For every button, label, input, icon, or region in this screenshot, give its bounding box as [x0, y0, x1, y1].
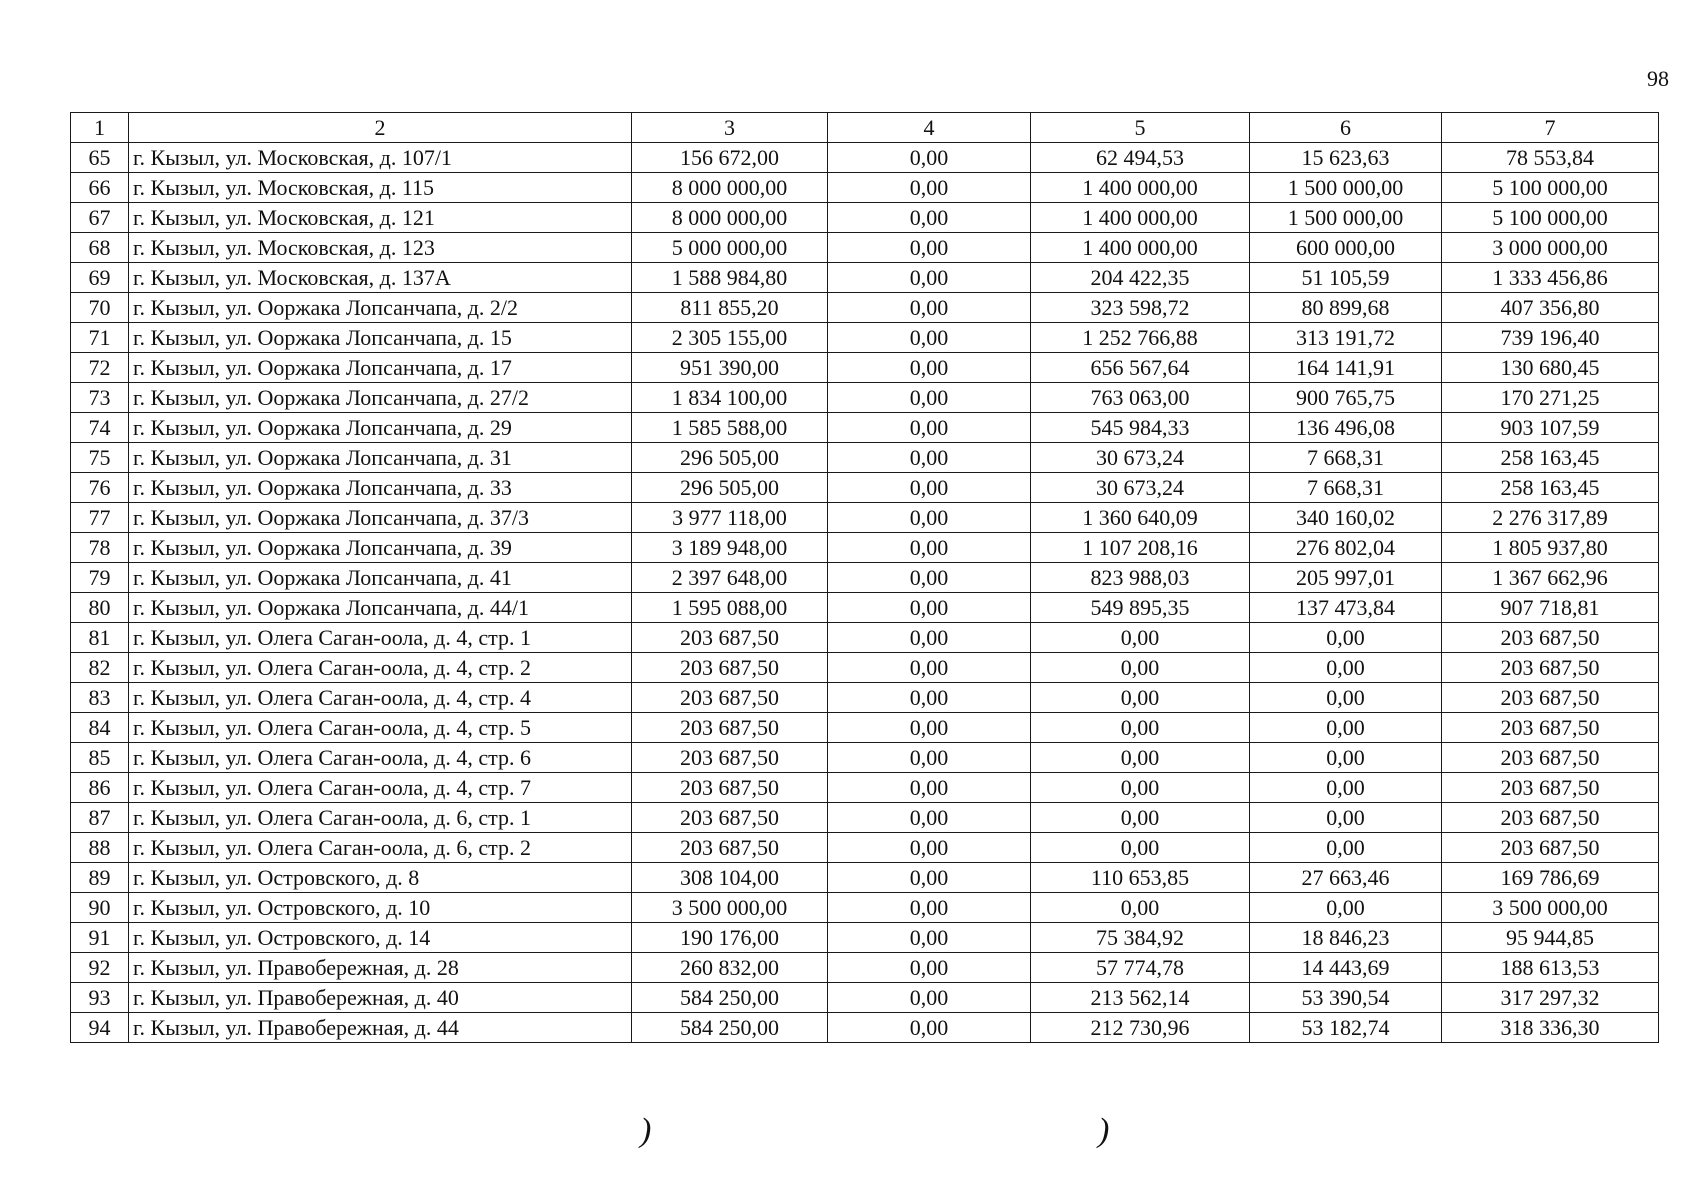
col6-cell: 0,00 — [1250, 623, 1442, 653]
col4-cell: 0,00 — [828, 563, 1031, 593]
address-cell: г. Кызыл, ул. Ооржака Лопсанчапа, д. 39 — [129, 533, 632, 563]
address-cell: г. Кызыл, ул. Правобережная, д. 40 — [129, 983, 632, 1013]
col5-cell: 656 567,64 — [1031, 353, 1250, 383]
col5-cell: 763 063,00 — [1031, 383, 1250, 413]
col3-cell: 1 834 100,00 — [632, 383, 828, 413]
col7-cell: 203 687,50 — [1442, 623, 1659, 653]
address-cell: г. Кызыл, ул. Островского, д. 8 — [129, 863, 632, 893]
col5-cell: 323 598,72 — [1031, 293, 1250, 323]
row-number-cell: 82 — [71, 653, 129, 683]
col5-cell: 212 730,96 — [1031, 1013, 1250, 1043]
col3-cell: 203 687,50 — [632, 713, 828, 743]
col5-cell: 75 384,92 — [1031, 923, 1250, 953]
address-cell: г. Кызыл, ул. Московская, д. 115 — [129, 173, 632, 203]
row-number-cell: 78 — [71, 533, 129, 563]
table-row — [71, 413, 1659, 443]
table-row — [71, 863, 1659, 893]
col5-cell: 1 252 766,88 — [1031, 323, 1250, 353]
address-cell: г. Кызыл, ул. Островского, д. 10 — [129, 893, 632, 923]
col7-cell: 1 333 456,86 — [1442, 263, 1659, 293]
row-number-cell: 79 — [71, 563, 129, 593]
col6-cell: 0,00 — [1250, 653, 1442, 683]
col5-cell: 549 895,35 — [1031, 593, 1250, 623]
col4-cell: 0,00 — [828, 653, 1031, 683]
col4-cell: 0,00 — [828, 203, 1031, 233]
col6-cell: 600 000,00 — [1250, 233, 1442, 263]
column-header: 6 — [1250, 113, 1442, 143]
address-cell: г. Кызыл, ул. Ооржака Лопсанчапа, д. 27/2 — [129, 383, 632, 413]
table-row — [71, 893, 1659, 923]
col3-cell: 5 000 000,00 — [632, 233, 828, 263]
col5-cell: 204 422,35 — [1031, 263, 1250, 293]
address-cell: г. Кызыл, ул. Олега Саган-оола, д. 4, стр. 5 — [129, 713, 632, 743]
table-row — [71, 293, 1659, 323]
col5-cell: 1 360 640,09 — [1031, 503, 1250, 533]
col7-cell: 317 297,32 — [1442, 983, 1659, 1013]
table-row — [71, 173, 1659, 203]
row-number-cell: 75 — [71, 443, 129, 473]
col7-cell: 3 000 000,00 — [1442, 233, 1659, 263]
col4-cell: 0,00 — [828, 143, 1031, 173]
col3-cell: 308 104,00 — [632, 863, 828, 893]
col6-cell: 7 668,31 — [1250, 473, 1442, 503]
col5-cell: 30 673,24 — [1031, 443, 1250, 473]
col3-cell: 203 687,50 — [632, 833, 828, 863]
address-cell: г. Кызыл, ул. Ооржака Лопсанчапа, д. 2/2 — [129, 293, 632, 323]
col6-cell: 27 663,46 — [1250, 863, 1442, 893]
address-cell: г. Кызыл, ул. Олега Саган-оола, д. 4, стр. 2 — [129, 653, 632, 683]
address-cell: г. Кызыл, ул. Ооржака Лопсанчапа, д. 17 — [129, 353, 632, 383]
col6-cell: 51 105,59 — [1250, 263, 1442, 293]
col6-cell: 18 846,23 — [1250, 923, 1442, 953]
address-cell: г. Кызыл, ул. Олега Саган-оола, д. 4, стр. 7 — [129, 773, 632, 803]
row-number-cell: 84 — [71, 713, 129, 743]
table-row — [71, 833, 1659, 863]
column-header: 2 — [129, 113, 632, 143]
table-row — [71, 623, 1659, 653]
col5-cell: 110 653,85 — [1031, 863, 1250, 893]
col3-cell: 811 855,20 — [632, 293, 828, 323]
row-number-cell: 67 — [71, 203, 129, 233]
col6-cell: 15 623,63 — [1250, 143, 1442, 173]
col5-cell: 0,00 — [1031, 893, 1250, 923]
col4-cell: 0,00 — [828, 293, 1031, 323]
row-number-cell: 73 — [71, 383, 129, 413]
col7-cell: 407 356,80 — [1442, 293, 1659, 323]
row-number-cell: 88 — [71, 833, 129, 863]
col3-cell: 203 687,50 — [632, 773, 828, 803]
table-row — [71, 263, 1659, 293]
col4-cell: 0,00 — [828, 953, 1031, 983]
col4-cell: 0,00 — [828, 353, 1031, 383]
col6-cell: 0,00 — [1250, 743, 1442, 773]
col4-cell: 0,00 — [828, 803, 1031, 833]
address-cell: г. Кызыл, ул. Ооржака Лопсанчапа, д. 31 — [129, 443, 632, 473]
col5-cell: 1 400 000,00 — [1031, 173, 1250, 203]
col5-cell: 1 400 000,00 — [1031, 203, 1250, 233]
col6-cell: 0,00 — [1250, 773, 1442, 803]
table-row — [71, 593, 1659, 623]
col3-cell: 203 687,50 — [632, 803, 828, 833]
col3-cell: 296 505,00 — [632, 473, 828, 503]
col4-cell: 0,00 — [828, 833, 1031, 863]
col6-cell: 1 500 000,00 — [1250, 203, 1442, 233]
address-cell: г. Кызыл, ул. Правобережная, д. 28 — [129, 953, 632, 983]
col7-cell: 130 680,45 — [1442, 353, 1659, 383]
col5-cell: 0,00 — [1031, 743, 1250, 773]
col7-cell: 1 805 937,80 — [1442, 533, 1659, 563]
table-row — [71, 323, 1659, 353]
col7-cell: 203 687,50 — [1442, 713, 1659, 743]
table-row — [71, 983, 1659, 1013]
row-number-cell: 81 — [71, 623, 129, 653]
row-number-cell: 69 — [71, 263, 129, 293]
address-cell: г. Кызыл, ул. Ооржака Лопсанчапа, д. 37/3 — [129, 503, 632, 533]
col7-cell: 5 100 000,00 — [1442, 173, 1659, 203]
table-row — [71, 683, 1659, 713]
table-row — [71, 563, 1659, 593]
col7-cell: 903 107,59 — [1442, 413, 1659, 443]
col7-cell: 95 944,85 — [1442, 923, 1659, 953]
address-cell: г. Кызыл, ул. Московская, д. 137А — [129, 263, 632, 293]
col5-cell: 30 673,24 — [1031, 473, 1250, 503]
row-number-cell: 72 — [71, 353, 129, 383]
table-row — [71, 533, 1659, 563]
col4-cell: 0,00 — [828, 713, 1031, 743]
col4-cell: 0,00 — [828, 533, 1031, 563]
col5-cell: 1 107 208,16 — [1031, 533, 1250, 563]
col6-cell: 340 160,02 — [1250, 503, 1442, 533]
table-row — [71, 1013, 1659, 1043]
row-number-cell: 80 — [71, 593, 129, 623]
table-row — [71, 143, 1659, 173]
row-number-cell: 86 — [71, 773, 129, 803]
col4-cell: 0,00 — [828, 893, 1031, 923]
col3-cell: 1 588 984,80 — [632, 263, 828, 293]
address-cell: г. Кызыл, ул. Ооржака Лопсанчапа, д. 33 — [129, 473, 632, 503]
address-cell: г. Кызыл, ул. Ооржака Лопсанчапа, д. 44/1 — [129, 593, 632, 623]
col7-cell: 203 687,50 — [1442, 683, 1659, 713]
col3-cell: 1 595 088,00 — [632, 593, 828, 623]
col5-cell: 62 494,53 — [1031, 143, 1250, 173]
col7-cell: 5 100 000,00 — [1442, 203, 1659, 233]
table-row — [71, 743, 1659, 773]
col4-cell: 0,00 — [828, 923, 1031, 953]
address-cell: г. Кызыл, ул. Олега Саган-оола, д. 4, стр. 1 — [129, 623, 632, 653]
col3-cell: 8 000 000,00 — [632, 203, 828, 233]
table-row — [71, 923, 1659, 953]
col6-cell: 164 141,91 — [1250, 353, 1442, 383]
col7-cell: 170 271,25 — [1442, 383, 1659, 413]
col3-cell: 3 977 118,00 — [632, 503, 828, 533]
row-number-cell: 91 — [71, 923, 129, 953]
col5-cell: 0,00 — [1031, 803, 1250, 833]
col3-cell: 951 390,00 — [632, 353, 828, 383]
col4-cell: 0,00 — [828, 263, 1031, 293]
col7-cell: 188 613,53 — [1442, 953, 1659, 983]
col7-cell: 739 196,40 — [1442, 323, 1659, 353]
col7-cell: 258 163,45 — [1442, 443, 1659, 473]
col7-cell: 203 687,50 — [1442, 803, 1659, 833]
col4-cell: 0,00 — [828, 623, 1031, 653]
col4-cell: 0,00 — [828, 233, 1031, 263]
table-header-row — [71, 113, 1659, 143]
col7-cell: 907 718,81 — [1442, 593, 1659, 623]
col4-cell: 0,00 — [828, 323, 1031, 353]
col6-cell: 900 765,75 — [1250, 383, 1442, 413]
col3-cell: 203 687,50 — [632, 623, 828, 653]
col6-cell: 205 997,01 — [1250, 563, 1442, 593]
table-row — [71, 473, 1659, 503]
col6-cell: 53 390,54 — [1250, 983, 1442, 1013]
row-number-cell: 66 — [71, 173, 129, 203]
col5-cell: 0,00 — [1031, 833, 1250, 863]
funding-table — [70, 112, 1659, 1043]
row-number-cell: 68 — [71, 233, 129, 263]
row-number-cell: 92 — [71, 953, 129, 983]
col6-cell: 0,00 — [1250, 893, 1442, 923]
address-cell: г. Кызыл, ул. Московская, д. 123 — [129, 233, 632, 263]
col3-cell: 260 832,00 — [632, 953, 828, 983]
col5-cell: 1 400 000,00 — [1031, 233, 1250, 263]
col3-cell: 190 176,00 — [632, 923, 828, 953]
table-row — [71, 773, 1659, 803]
address-cell: г. Кызыл, ул. Олега Саган-оола, д. 4, стр. 4 — [129, 683, 632, 713]
col3-cell: 156 672,00 — [632, 143, 828, 173]
table-row — [71, 713, 1659, 743]
col4-cell: 0,00 — [828, 503, 1031, 533]
column-header: 1 — [71, 113, 129, 143]
row-number-cell: 65 — [71, 143, 129, 173]
col5-cell: 0,00 — [1031, 683, 1250, 713]
col3-cell: 203 687,50 — [632, 653, 828, 683]
col4-cell: 0,00 — [828, 1013, 1031, 1043]
col5-cell: 545 984,33 — [1031, 413, 1250, 443]
row-number-cell: 70 — [71, 293, 129, 323]
table-row — [71, 653, 1659, 683]
table-row — [71, 803, 1659, 833]
col5-cell: 823 988,03 — [1031, 563, 1250, 593]
row-number-cell: 90 — [71, 893, 129, 923]
col6-cell: 1 500 000,00 — [1250, 173, 1442, 203]
address-cell: г. Кызыл, ул. Московская, д. 107/1 — [129, 143, 632, 173]
row-number-cell: 87 — [71, 803, 129, 833]
col5-cell: 0,00 — [1031, 623, 1250, 653]
col7-cell: 203 687,50 — [1442, 833, 1659, 863]
col7-cell: 318 336,30 — [1442, 1013, 1659, 1043]
col6-cell: 137 473,84 — [1250, 593, 1442, 623]
col3-cell: 584 250,00 — [632, 1013, 828, 1043]
table-row — [71, 203, 1659, 233]
col7-cell: 1 367 662,96 — [1442, 563, 1659, 593]
col4-cell: 0,00 — [828, 443, 1031, 473]
address-cell: г. Кызыл, ул. Ооржака Лопсанчапа, д. 29 — [129, 413, 632, 443]
address-cell: г. Кызыл, ул. Олега Саган-оола, д. 4, стр. 6 — [129, 743, 632, 773]
footer-mark: ) — [640, 1112, 652, 1149]
row-number-cell: 85 — [71, 743, 129, 773]
table-row — [71, 353, 1659, 383]
col6-cell: 313 191,72 — [1250, 323, 1442, 353]
table-row — [71, 233, 1659, 263]
col7-cell: 169 786,69 — [1442, 863, 1659, 893]
col7-cell: 203 687,50 — [1442, 653, 1659, 683]
col6-cell: 136 496,08 — [1250, 413, 1442, 443]
table-row — [71, 443, 1659, 473]
address-cell: г. Кызыл, ул. Правобережная, д. 44 — [129, 1013, 632, 1043]
row-number-cell: 74 — [71, 413, 129, 443]
table-row — [71, 503, 1659, 533]
row-number-cell: 93 — [71, 983, 129, 1013]
address-cell: г. Кызыл, ул. Московская, д. 121 — [129, 203, 632, 233]
col4-cell: 0,00 — [828, 173, 1031, 203]
row-number-cell: 76 — [71, 473, 129, 503]
col4-cell: 0,00 — [828, 383, 1031, 413]
table-row — [71, 383, 1659, 413]
col6-cell: 0,00 — [1250, 803, 1442, 833]
col4-cell: 0,00 — [828, 683, 1031, 713]
col7-cell: 78 553,84 — [1442, 143, 1659, 173]
col5-cell: 57 774,78 — [1031, 953, 1250, 983]
col3-cell: 2 397 648,00 — [632, 563, 828, 593]
col4-cell: 0,00 — [828, 473, 1031, 503]
table-body — [71, 143, 1659, 1043]
col6-cell: 80 899,68 — [1250, 293, 1442, 323]
col4-cell: 0,00 — [828, 743, 1031, 773]
col4-cell: 0,00 — [828, 773, 1031, 803]
col3-cell: 203 687,50 — [632, 683, 828, 713]
address-cell: г. Кызыл, ул. Олега Саган-оола, д. 6, стр. 2 — [129, 833, 632, 863]
col3-cell: 3 500 000,00 — [632, 893, 828, 923]
col7-cell: 258 163,45 — [1442, 473, 1659, 503]
col3-cell: 1 585 588,00 — [632, 413, 828, 443]
col6-cell: 0,00 — [1250, 683, 1442, 713]
address-cell: г. Кызыл, ул. Ооржака Лопсанчапа, д. 41 — [129, 563, 632, 593]
col7-cell: 203 687,50 — [1442, 773, 1659, 803]
col6-cell: 14 443,69 — [1250, 953, 1442, 983]
column-header: 7 — [1442, 113, 1659, 143]
col7-cell: 3 500 000,00 — [1442, 893, 1659, 923]
col6-cell: 0,00 — [1250, 713, 1442, 743]
col7-cell: 2 276 317,89 — [1442, 503, 1659, 533]
col3-cell: 3 189 948,00 — [632, 533, 828, 563]
col4-cell: 0,00 — [828, 983, 1031, 1013]
address-cell: г. Кызыл, ул. Олега Саган-оола, д. 6, стр. 1 — [129, 803, 632, 833]
row-number-cell: 71 — [71, 323, 129, 353]
row-number-cell: 94 — [71, 1013, 129, 1043]
col3-cell: 2 305 155,00 — [632, 323, 828, 353]
footer-mark: ) — [1098, 1112, 1110, 1149]
row-number-cell: 83 — [71, 683, 129, 713]
col7-cell: 203 687,50 — [1442, 743, 1659, 773]
row-number-cell: 77 — [71, 503, 129, 533]
col4-cell: 0,00 — [828, 593, 1031, 623]
col4-cell: 0,00 — [828, 863, 1031, 893]
table-row — [71, 953, 1659, 983]
address-cell: г. Кызыл, ул. Ооржака Лопсанчапа, д. 15 — [129, 323, 632, 353]
page-number: 98 — [1647, 66, 1669, 91]
col6-cell: 276 802,04 — [1250, 533, 1442, 563]
col5-cell: 213 562,14 — [1031, 983, 1250, 1013]
col6-cell: 7 668,31 — [1250, 443, 1442, 473]
column-header: 4 — [828, 113, 1031, 143]
col6-cell: 0,00 — [1250, 833, 1442, 863]
col4-cell: 0,00 — [828, 413, 1031, 443]
row-number-cell: 89 — [71, 863, 129, 893]
column-header: 3 — [632, 113, 828, 143]
col3-cell: 296 505,00 — [632, 443, 828, 473]
col5-cell: 0,00 — [1031, 713, 1250, 743]
col3-cell: 203 687,50 — [632, 743, 828, 773]
column-header: 5 — [1031, 113, 1250, 143]
col3-cell: 584 250,00 — [632, 983, 828, 1013]
col5-cell: 0,00 — [1031, 773, 1250, 803]
col5-cell: 0,00 — [1031, 653, 1250, 683]
address-cell: г. Кызыл, ул. Островского, д. 14 — [129, 923, 632, 953]
col3-cell: 8 000 000,00 — [632, 173, 828, 203]
col6-cell: 53 182,74 — [1250, 1013, 1442, 1043]
